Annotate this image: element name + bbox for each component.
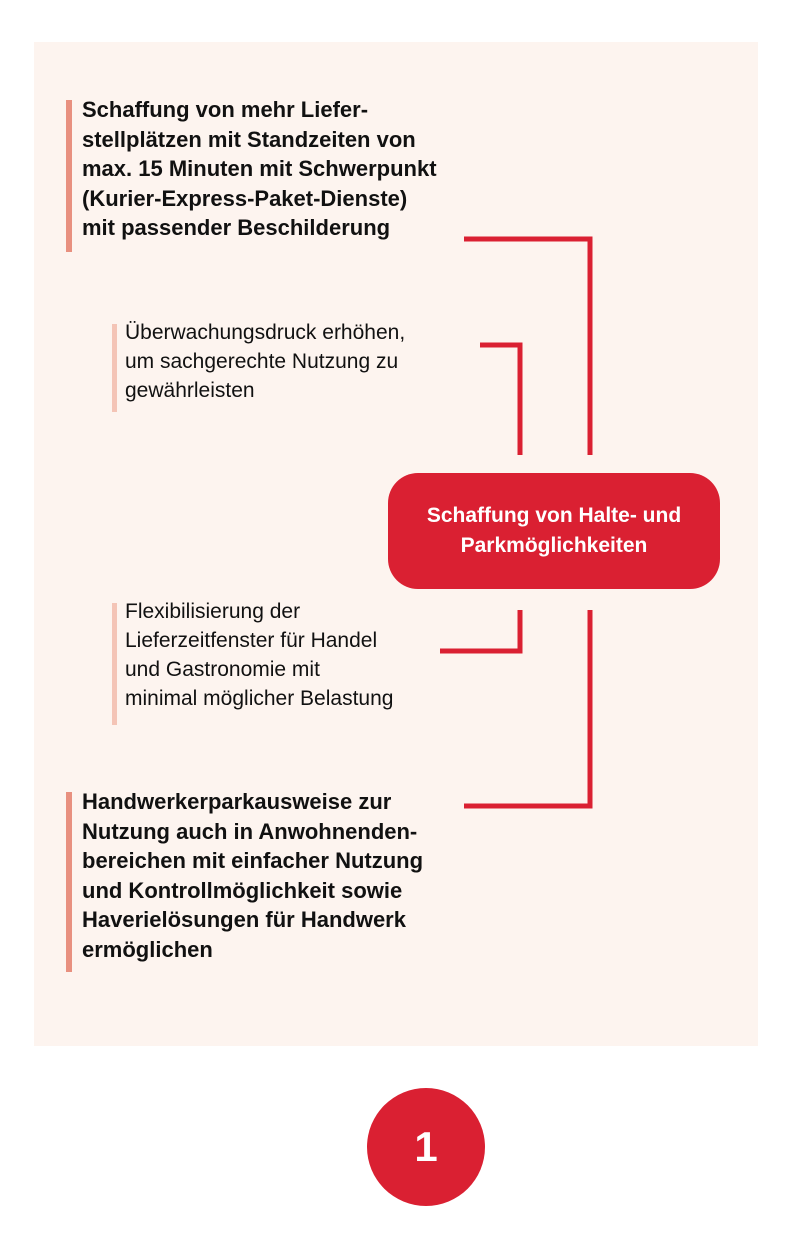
- measure-lieferstellplaetze: [66, 97, 466, 252]
- accent-bar: [112, 603, 117, 725]
- accent-bar: [66, 100, 72, 252]
- measure-text: Überwachungsdruck erhöhen, um sachgerechte Nutzung zu gewährleisten: [125, 321, 406, 402]
- measure-lieferzeitfenster: [112, 600, 492, 725]
- measure-ueberwachung: [112, 321, 492, 412]
- measure-text: Handwerkerparkausweise zur Nutzung auch in Anwohnenden- bereichen mit einfacher Nutzung und Kontrollmöglichkeit sowie Haverielösungen für Handwerk ermöglichen: [82, 789, 424, 962]
- measure-text: Schaffung von mehr Liefer- stellplätzen mit Standzeiten von max. 15 Minuten mit Schwerpunkt (Kurier-Express-Paket-Dienste) mit passender Beschilderung: [82, 97, 437, 240]
- accent-bar: [66, 792, 72, 972]
- badge-number: 1: [414, 1123, 438, 1170]
- measure-handwerkerparkausweise: [66, 789, 486, 972]
- number-badge: [367, 1088, 485, 1206]
- measure-text: Flexibilisierung der Lieferzeitfenster für Handel und Gastronomie mit minimal möglicher Belastung: [125, 600, 394, 710]
- center-node-label: Schaffung von Halte- und Parkmöglichkeiten: [426, 504, 682, 557]
- center-node: [388, 473, 720, 589]
- accent-bar: [112, 324, 117, 412]
